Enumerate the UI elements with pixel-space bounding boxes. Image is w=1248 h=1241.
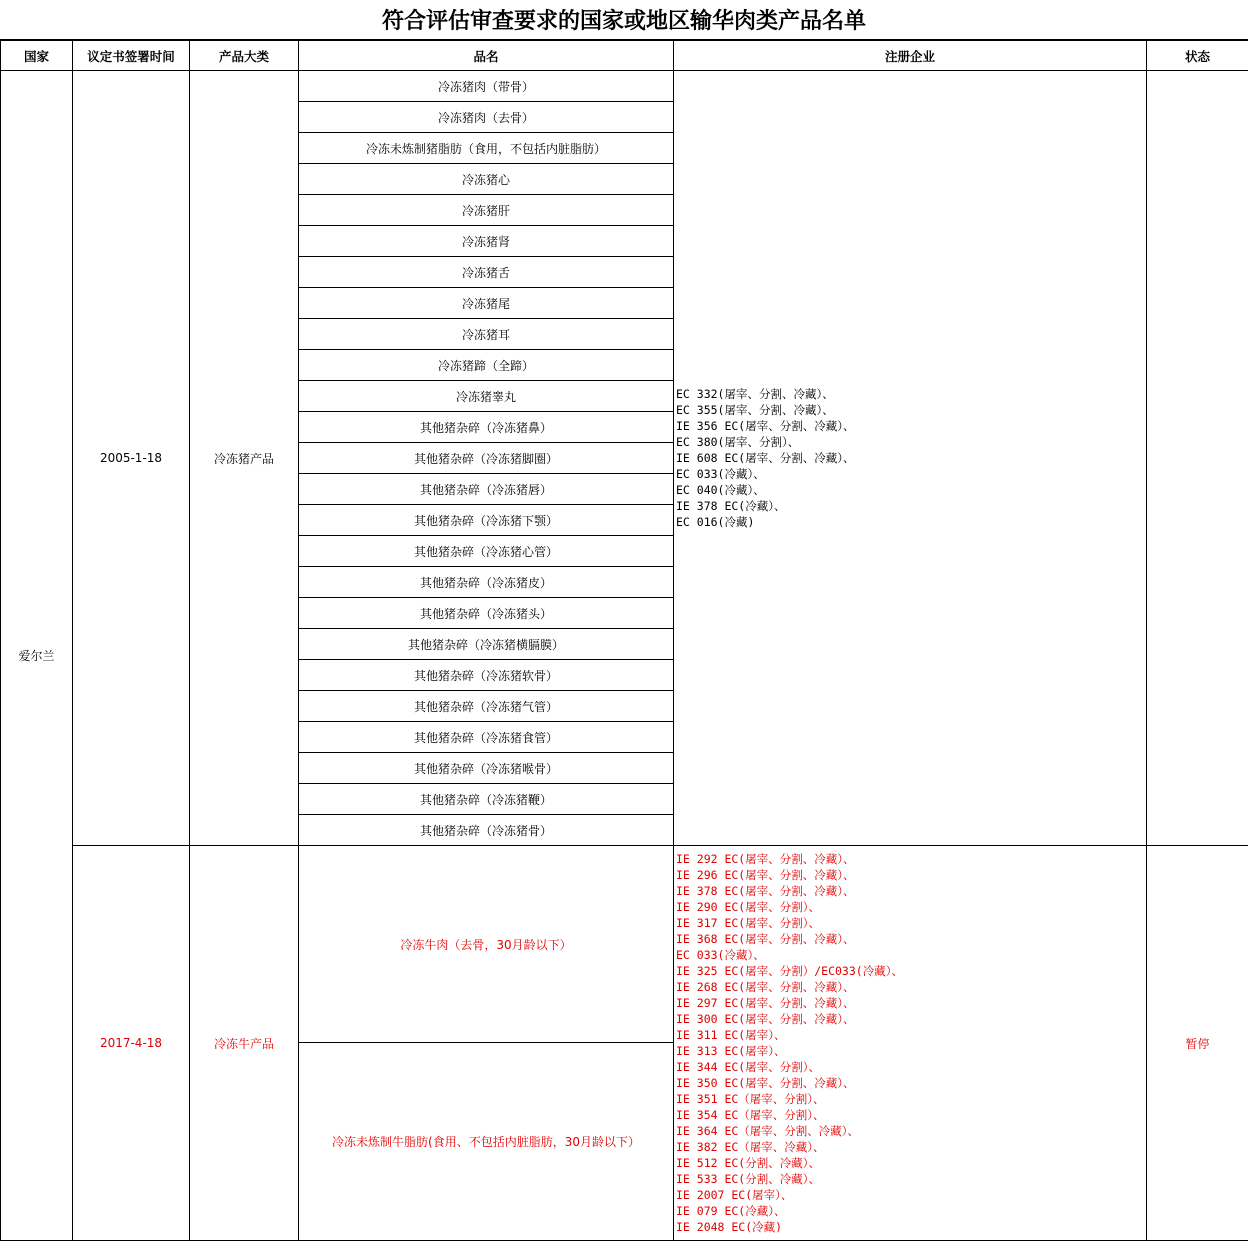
product-cell: 冷冻猪肾: [299, 226, 674, 257]
enterprise-line: IE 2048 EC(冷藏): [676, 1219, 1146, 1235]
product-cell: 其他猪杂碎（冷冻猪鞭）: [299, 784, 674, 815]
enterprise-line: EC 040(冷藏）、: [676, 482, 1146, 498]
product-cell: 冷冻猪尾: [299, 288, 674, 319]
product-cell: 其他猪杂碎（冷冻猪唇）: [299, 474, 674, 505]
enterprise-line: IE 344 EC(屠宰、分割）、: [676, 1059, 1146, 1075]
country-cell: 爱尔兰: [1, 71, 73, 1241]
enterprise-line: IE 079 EC(冷藏）、: [676, 1203, 1146, 1219]
product-cell: 其他猪杂碎（冷冻猪皮）: [299, 567, 674, 598]
beef-category-cell: 冷冻牛产品: [190, 846, 299, 1241]
enterprise-line: IE 296 EC(屠宰、分割、冷藏）、: [676, 867, 1146, 883]
enterprise-line: EC 380(屠宰、分割）、: [676, 434, 1146, 450]
enterprise-line: EC 016(冷藏): [676, 514, 1146, 530]
header-enterprise: 注册企业: [674, 41, 1147, 71]
enterprise-line: IE 378 EC(冷藏）、: [676, 498, 1146, 514]
product-cell: 其他猪杂碎（冷冻猪横膈膜）: [299, 629, 674, 660]
enterprise-line: IE 351 EC（屠宰、分割）、: [676, 1091, 1146, 1107]
product-table: [0, 40, 1248, 1241]
table-row: [1, 846, 1248, 1043]
enterprise-line: EC 033(冷藏）、: [676, 466, 1146, 482]
enterprise-line: IE 350 EC(屠宰、分割、冷藏）、: [676, 1075, 1146, 1091]
product-cell: 其他猪杂碎（冷冻猪鼻）: [299, 412, 674, 443]
product-cell: 其他猪杂碎（冷冻猪骨）: [299, 815, 674, 846]
enterprise-line: IE 313 EC(屠宰）、: [676, 1043, 1146, 1059]
enterprise-line: IE 292 EC(屠宰、分割、冷藏）、: [676, 851, 1146, 867]
enterprise-line: IE 268 EC(屠宰、分割、冷藏）、: [676, 979, 1146, 995]
product-cell: 其他猪杂碎（冷冻猪气管）: [299, 691, 674, 722]
header-row: [1, 41, 1248, 71]
header-country: 国家: [1, 41, 73, 71]
enterprise-line: IE 608 EC(屠宰、分割、冷藏）、: [676, 450, 1146, 466]
product-cell: 冷冻猪舌: [299, 257, 674, 288]
enterprise-line: IE 290 EC(屠宰、分割）、: [676, 899, 1146, 915]
beef-enterprise-cell: [674, 846, 1147, 1241]
enterprise-line: IE 354 EC（屠宰、分割）、: [676, 1107, 1146, 1123]
enterprise-line: IE 297 EC(屠宰、分割、冷藏）、: [676, 995, 1146, 1011]
product-cell: 冷冻猪肉（带骨）: [299, 71, 674, 102]
pork-status-cell: [1147, 71, 1248, 846]
product-cell: 冷冻未炼制猪脂肪（食用，不包括内脏脂肪）: [299, 133, 674, 164]
header-category: 产品大类: [190, 41, 299, 71]
product-cell: 其他猪杂碎（冷冻猪心管）: [299, 536, 674, 567]
product-cell: 其他猪杂碎（冷冻猪头）: [299, 598, 674, 629]
pork-date-cell: 2005-1-18: [73, 71, 190, 846]
beef-status-cell: 暂停: [1147, 846, 1248, 1241]
enterprise-line: IE 325 EC(屠宰、分割）/EC033(冷藏）、: [676, 963, 1146, 979]
enterprise-line: IE 533 EC(分割、冷藏）、: [676, 1171, 1146, 1187]
enterprise-line: IE 368 EC(屠宰、分割、冷藏）、: [676, 931, 1146, 947]
product-cell: 其他猪杂碎（冷冻猪下颚）: [299, 505, 674, 536]
enterprise-line: EC 332(屠宰、分割、冷藏）、: [676, 386, 1146, 402]
beef-date-cell: 2017-4-18: [73, 846, 190, 1241]
pork-enterprise-cell: [674, 71, 1147, 846]
enterprise-line: IE 300 EC(屠宰、分割、冷藏）、: [676, 1011, 1146, 1027]
pork-category-cell: 冷冻猪产品: [190, 71, 299, 846]
enterprise-line: EC 033(冷藏）、: [676, 947, 1146, 963]
product-cell: 其他猪杂碎（冷冻猪食管）: [299, 722, 674, 753]
product-cell: 冷冻猪心: [299, 164, 674, 195]
product-cell: 冷冻猪肝: [299, 195, 674, 226]
product-cell: 冷冻猪肉（去骨）: [299, 102, 674, 133]
enterprise-line: IE 364 EC（屠宰、分割、冷藏）、: [676, 1123, 1146, 1139]
header-date: 议定书签署时间: [73, 41, 190, 71]
header-status: 状态: [1147, 41, 1248, 71]
product-cell: 冷冻猪睾丸: [299, 381, 674, 412]
enterprise-line: EC 355(屠宰、分割、冷藏）、: [676, 402, 1146, 418]
enterprise-line: IE 378 EC(屠宰、分割、冷藏）、: [676, 883, 1146, 899]
enterprise-line: IE 356 EC(屠宰、分割、冷藏）、: [676, 418, 1146, 434]
product-cell: 冷冻牛肉（去骨，30月龄以下）: [299, 846, 674, 1043]
product-cell: 其他猪杂碎（冷冻猪软骨）: [299, 660, 674, 691]
page-title: 符合评估审查要求的国家或地区输华肉类产品名单: [0, 0, 1248, 40]
product-cell: 冷冻猪蹄（全蹄）: [299, 350, 674, 381]
product-cell: 冷冻猪耳: [299, 319, 674, 350]
header-product: 品名: [299, 41, 674, 71]
enterprise-line: IE 317 EC(屠宰、分割）、: [676, 915, 1146, 931]
enterprise-line: IE 2007 EC(屠宰）、: [676, 1187, 1146, 1203]
enterprise-line: IE 512 EC(分割、冷藏）、: [676, 1155, 1146, 1171]
product-cell: 其他猪杂碎（冷冻猪喉骨）: [299, 753, 674, 784]
table-row: [1, 71, 1248, 102]
product-cell: 冷冻未炼制牛脂肪(食用、不包括内脏脂肪，30月龄以下）: [299, 1043, 674, 1241]
product-cell: 其他猪杂碎（冷冻猪脚圈）: [299, 443, 674, 474]
enterprise-line: IE 311 EC(屠宰）、: [676, 1027, 1146, 1043]
enterprise-line: IE 382 EC（屠宰、冷藏）、: [676, 1139, 1146, 1155]
